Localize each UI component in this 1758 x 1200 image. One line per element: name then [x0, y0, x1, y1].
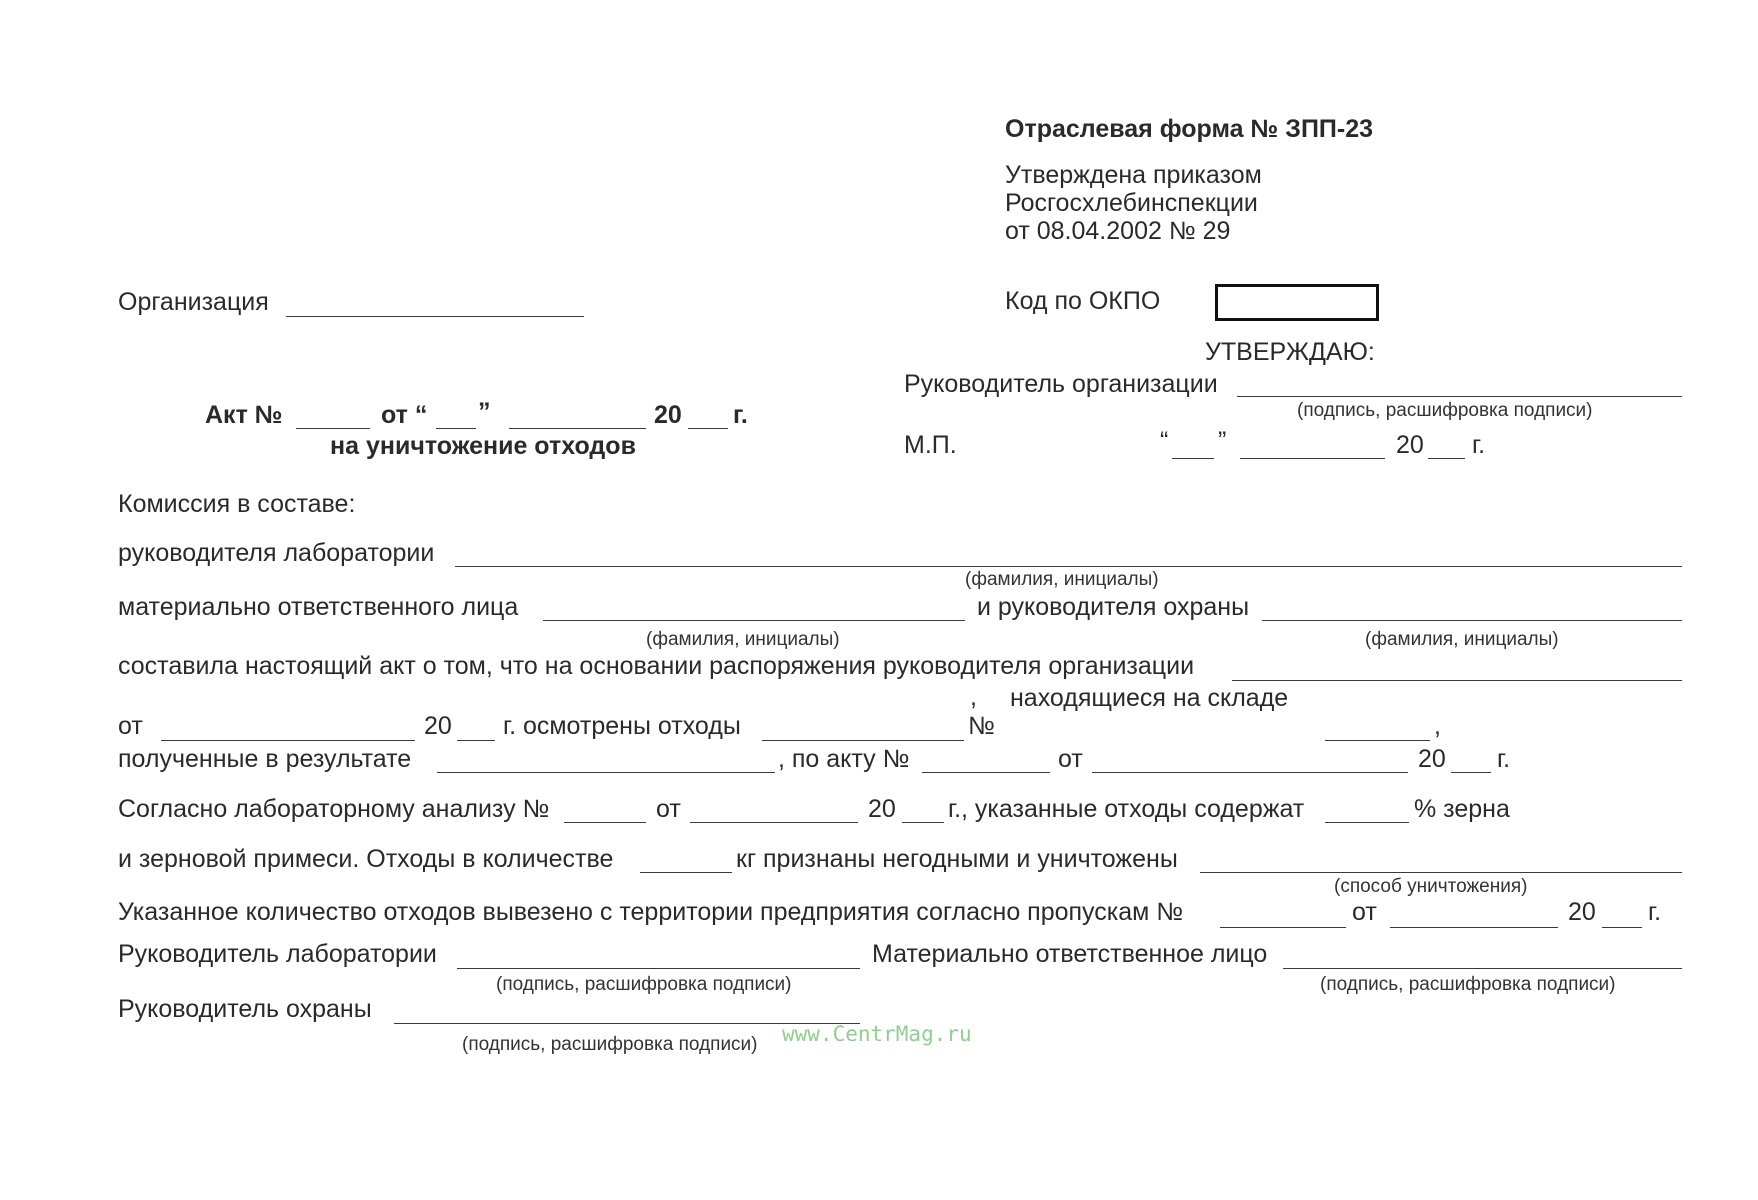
guard-head-name-field[interactable]	[1262, 620, 1682, 621]
approve-year-suffix: г.	[1472, 431, 1486, 459]
source-act-year-suffix: г.	[1497, 745, 1511, 773]
approved-by-agency: Росгосхлебинспекции	[1005, 189, 1258, 217]
source-act-year-prefix: 20	[1418, 745, 1446, 773]
act-year-prefix: 20	[654, 401, 682, 429]
pass-year-prefix: 20	[1568, 898, 1596, 926]
organization-field[interactable]	[286, 316, 584, 317]
inspection-date-field[interactable]	[161, 740, 415, 741]
mol-name-hint: (фамилия, инициалы)	[646, 629, 840, 650]
lab-analysis-label: Согласно лабораторному анализу №	[118, 795, 550, 823]
source-act-number-field[interactable]	[922, 772, 1050, 773]
sig-mol-field[interactable]	[1283, 968, 1682, 969]
act-year-field[interactable]	[688, 428, 728, 429]
lab-head-label: руководителя лаборатории	[118, 539, 435, 567]
approved-order-date: от 08.04.2002 № 29	[1005, 217, 1231, 245]
mol-label: материально ответственного лица	[118, 593, 519, 621]
waste-type-field[interactable]	[762, 740, 964, 741]
inspection-year-prefix: 20	[424, 712, 452, 740]
lab-analysis-year-field[interactable]	[902, 822, 944, 823]
mol-name-field[interactable]	[543, 620, 965, 621]
sig-lab-head-field[interactable]	[457, 968, 860, 969]
lab-head-name-field[interactable]	[455, 566, 1682, 567]
okpo-code-box[interactable]	[1215, 284, 1379, 321]
stamp-label: М.П.	[904, 431, 957, 459]
act-number-label: Акт №	[205, 401, 283, 429]
guard-head-label: и руководителя охраны	[977, 593, 1250, 621]
form-title: Отраслевая форма № ЗПП-23	[1005, 115, 1374, 143]
pass-date-field[interactable]	[1390, 927, 1558, 928]
waste-contains-text: г., указанные отходы содержат	[948, 795, 1305, 823]
located-in-warehouse: находящиеся на складе	[1010, 684, 1289, 712]
source-act-from: от	[1058, 745, 1083, 773]
approved-by-order: Утверждена приказом	[1005, 161, 1262, 189]
lab-analysis-date-field[interactable]	[690, 822, 858, 823]
sig-mol-hint: (подпись, расшифровка подписи)	[1320, 974, 1616, 995]
grain-percent-field[interactable]	[1325, 822, 1409, 823]
act-date-from: от “	[381, 401, 428, 429]
approve-year-prefix: 20	[1396, 431, 1424, 459]
comma-after-warehouse: ,	[1434, 712, 1441, 740]
impurity-text: и зерновой примеси. Отходы в количестве	[118, 845, 614, 873]
warehouse-number-field[interactable]	[1325, 740, 1430, 741]
org-head-label: Руководитель организации	[904, 370, 1218, 398]
act-quote-close: ”	[478, 398, 491, 426]
act-year-suffix: г.	[733, 401, 748, 429]
approve-month-field[interactable]	[1240, 458, 1385, 459]
sig-lab-head-label: Руководитель лаборатории	[118, 940, 437, 968]
sig-guard-head-hint: (подпись, расшифровка подписи)	[462, 1034, 758, 1055]
sig-lab-head-hint: (подпись, расшифровка подписи)	[496, 974, 792, 995]
act-month-field[interactable]	[509, 428, 646, 429]
act-number-field[interactable]	[296, 428, 370, 429]
obtained-label: полученные в результате	[118, 745, 412, 773]
guard-head-name-hint: (фамилия, инициалы)	[1365, 629, 1559, 650]
pass-year-suffix: г.	[1648, 898, 1662, 926]
inspected-waste-text: г. осмотрены отходы	[503, 712, 741, 740]
lab-analysis-from: от	[656, 795, 681, 823]
act-subtitle: на уничтожение отходов	[330, 432, 636, 460]
sig-mol-label: Материально ответственное лицо	[872, 940, 1268, 968]
source-act-year-field[interactable]	[1451, 772, 1491, 773]
by-act-label: , по акту №	[778, 745, 910, 773]
okpo-label: Код по ОКПО	[1005, 287, 1161, 315]
org-head-signature-field[interactable]	[1237, 396, 1682, 397]
pass-from: от	[1352, 898, 1377, 926]
removed-text: Указанное количество отходов вывезено с территории предприятия согласно пропускам №	[118, 898, 1184, 926]
approve-day-field[interactable]	[1172, 458, 1214, 459]
act-day-field[interactable]	[436, 428, 476, 429]
recognized-destroyed-text: кг признаны негодными и уничтожены	[736, 845, 1178, 873]
waste-quantity-field[interactable]	[640, 872, 732, 873]
order-details-field[interactable]	[1232, 680, 1682, 681]
lab-analysis-number-field[interactable]	[564, 822, 646, 823]
obtained-result-field[interactable]	[437, 772, 775, 773]
comma-after-order: ,	[970, 683, 977, 711]
approve-title: УТВЕРЖДАЮ:	[1205, 338, 1375, 366]
sig-guard-head-label: Руководитель охраны	[118, 995, 372, 1023]
organization-label: Организация	[118, 288, 269, 316]
from-label: от	[118, 712, 143, 740]
pass-number-field[interactable]	[1220, 927, 1346, 928]
pass-year-field[interactable]	[1602, 927, 1642, 928]
composed-text: составила настоящий акт о том, что на основании распоряжения руководителя организации	[118, 652, 1195, 680]
approve-year-field[interactable]	[1428, 458, 1465, 459]
watermark-text: www.CentrMag.ru	[782, 1022, 972, 1046]
commission-label: Комиссия в составе:	[118, 490, 356, 518]
inspection-year-field[interactable]	[457, 740, 495, 741]
warehouse-number-sign: №	[968, 712, 995, 740]
lab-analysis-year-prefix: 20	[868, 795, 896, 823]
destruction-method-hint: (способ уничтожения)	[1334, 876, 1528, 897]
approve-quote-open: “	[1160, 427, 1169, 455]
lab-head-name-hint: (фамилия, инициалы)	[965, 569, 1159, 590]
source-act-date-field[interactable]	[1092, 772, 1408, 773]
approve-quote-close: ”	[1218, 427, 1227, 455]
org-head-signature-hint: (подпись, расшифровка подписи)	[1297, 400, 1593, 421]
grain-label: % зерна	[1414, 795, 1510, 823]
destruction-method-field[interactable]	[1200, 872, 1682, 873]
